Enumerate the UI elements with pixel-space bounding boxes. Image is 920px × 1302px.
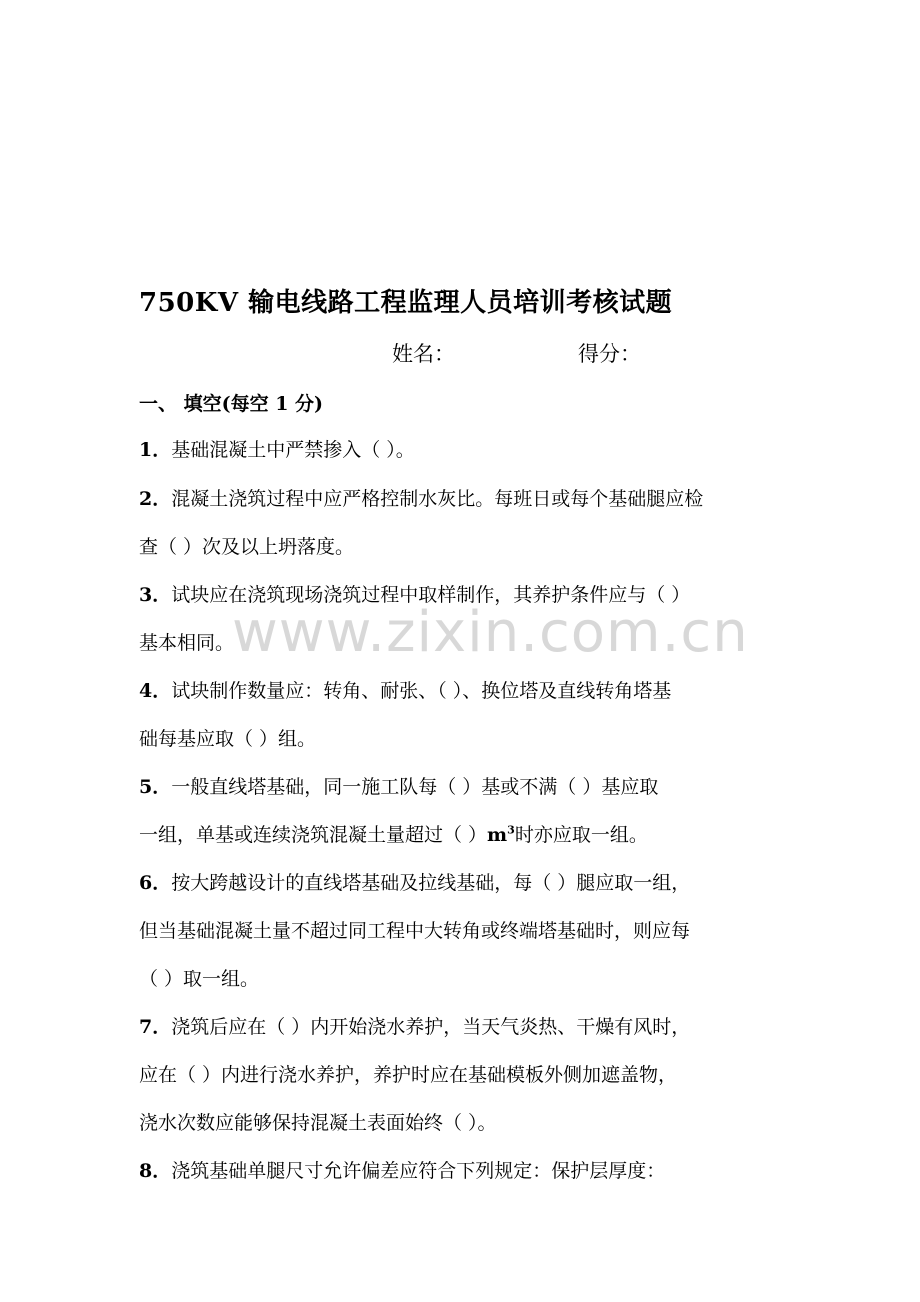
question-text: 时亦应取一组。: [514, 824, 648, 846]
question-text: 试块制作数量应：转角、耐张、（ ）、换位塔及直线转角塔基: [171, 680, 672, 702]
unit-cubic-meter: $m^3$: [487, 823, 515, 846]
question-8: [139, 1158, 665, 1184]
question-4: [139, 678, 671, 704]
question-text: 一组，单基或连续浇筑混凝土量超过（ ）: [139, 824, 488, 846]
question-7-cont: 浇水次数应能够保持混凝土表面始终（ ）。: [139, 1112, 497, 1134]
question-number: 4．: [139, 680, 172, 702]
question-text: 按大跨越设计的直线塔基础及拉线基础，每（ ）腿应取一组，: [171, 872, 691, 894]
question-2: [139, 486, 703, 512]
question-text: 基础混凝土中严禁掺入（ ）。: [171, 439, 415, 461]
document-title: 750KV 输电线路工程监理人员培训考核试题: [139, 288, 673, 318]
question-number: 7．: [139, 1016, 172, 1038]
question-6: [139, 870, 690, 896]
question-5: [139, 774, 658, 800]
question-6-cont: 但当基础混凝土量不超过同工程中大转角或终端塔基础时，则应每: [139, 920, 691, 942]
question-number: 5．: [139, 776, 172, 798]
question-7-cont: 应在（ ）内进行浇水养护，养护时应在基础模板外侧加遮盖物，: [139, 1064, 678, 1086]
question-text: 一般直线塔基础，同一施工队每（ ）基或不满（ ）基应取: [171, 776, 659, 798]
question-text: 混凝土浇筑过程中应严格控制水灰比。每班日或每个基础腿应检: [171, 488, 704, 510]
question-text: 浇筑后应在（ ）内开始浇水养护，当天气炎热、干燥有风时，: [171, 1016, 691, 1038]
section-heading: 一、 填空(每空 1 分): [139, 393, 324, 415]
question-number: 6．: [139, 872, 172, 894]
question-3: [139, 582, 690, 608]
watermark: www.zixin.com.cn: [232, 600, 749, 665]
name-label: 姓名：: [392, 342, 455, 366]
question-3-cont: 基本相同。: [139, 632, 235, 654]
question-number: 1．: [139, 439, 172, 461]
question-number: 2．: [139, 488, 172, 510]
question-number: 3．: [139, 584, 172, 606]
question-6-cont: （ ）取一组。: [139, 968, 260, 990]
question-1: [139, 437, 415, 463]
question-number: 8．: [139, 1160, 172, 1182]
question-text: 浇筑基础单腿尺寸允许偏差应符合下列规定：保护层厚度：: [171, 1160, 666, 1182]
score-label: 得分：: [578, 342, 641, 366]
question-2-cont: 查（ ）次及以上坍落度。: [139, 536, 355, 558]
question-7: [139, 1014, 690, 1040]
question-5-cont: [139, 822, 648, 848]
question-4-cont: 础每基应取（ ）组。: [139, 728, 317, 750]
question-text: 试块应在浇筑现场浇筑过程中取样制作，其养护条件应与（ ）: [171, 584, 691, 606]
